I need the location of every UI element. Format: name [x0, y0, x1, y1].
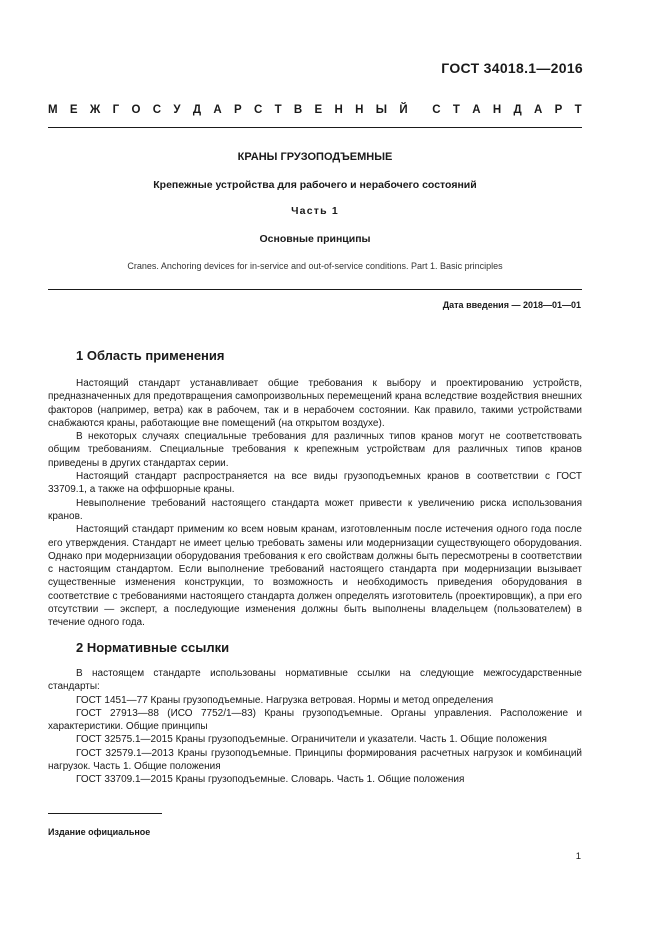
- paragraph: Настоящий стандарт устанавливает общие требования к выбору и проектированию устройств, предназначенных для предотвращения самопроизвольных перемещений крана вследствие воздействия внешних факторов (например, ветра) как в рабочем, так и в нерабочем состоянии. Как правило, такими устройствами снабжаются краны, работающие вне помещений (на открытом воздухе).: [48, 378, 582, 429]
- standard-type-letter: Д: [192, 104, 202, 116]
- section-heading-references: 2 Нормативные ссылки: [76, 640, 230, 655]
- standard-type-letter: Ы: [375, 104, 388, 116]
- reference-item: ГОСТ 32575.1—2015 Краны грузоподъемные. Ограничители и указатели. Часть 1. Общие положения: [76, 734, 547, 746]
- title-divider: [48, 289, 582, 290]
- paragraph: Невыполнение требований настоящего стандарта может привести к увеличению риска использования кранов.: [48, 497, 582, 522]
- section-heading-scope: 1 Область применения: [76, 348, 225, 363]
- standard-type-letter: Д: [513, 104, 522, 116]
- standard-type-letter: Г: [112, 104, 120, 116]
- paragraph: Настоящий стандарт распространяется на все виды грузоподъемных кранов в соответствии с ГОСТ 33709.1, а также на оффшорные краны.: [48, 471, 582, 496]
- standard-type-letter: В: [293, 104, 303, 116]
- part-title: Основные принципы: [259, 233, 371, 245]
- standard-type-letter: Е: [69, 104, 78, 116]
- paragraph: Настоящий стандарт применим ко всем новым кранам, изготовленным после истечения одного года после его утверждения. Стандарт не имеет целью требовать замены или модернизации существующего оборудования. Однако при модернизации оборудования требования к его свойствам должны быть пересмотрены в соответствии с настоящим стандартом. Если выполнение требований настоящего стандарта при модернизации вызывает существенные изменения конструкции, то возможность и необходимость приведения оборудования в соответствие с требованиями настоящего стандарта должен определять изготовитель (проектировщик), а при его отсутствии — эксперт, а последующие изменения должны быть выполнены владельцем (пользователем) в течение одного года.: [48, 524, 582, 629]
- part-label: Часть 1: [291, 205, 339, 217]
- standard-type-letter: А: [533, 104, 543, 116]
- section-body-scope: [48, 377, 582, 630]
- standard-type-letter: А: [213, 104, 222, 116]
- standard-type-letter: Н: [334, 104, 343, 116]
- standard-type-letter: Й: [399, 104, 408, 116]
- document-title: КРАНЫ ГРУЗОПОДЪЕМНЫЕ: [237, 151, 393, 163]
- document-subtitle: Крепежные устройства для рабочего и нерабочего состояний: [153, 179, 477, 191]
- standard-type-letter: Р: [233, 104, 242, 116]
- standard-type: [48, 104, 582, 116]
- standard-type-letter: Н: [355, 104, 364, 116]
- standard-type-letter: Т: [452, 104, 460, 116]
- reference-item: ГОСТ 32579.1—2013 Краны грузоподъемные. Принципы формирования расчетных нагрузок и комбинаций нагрузок. Часть 1. Общие положения: [48, 747, 582, 773]
- standard-type-letter: Ж: [89, 104, 101, 116]
- paragraph: В настоящем стандарте использованы нормативные ссылки на следующие межгосударственные стандарты:: [48, 668, 582, 693]
- standard-type-letter: С: [253, 104, 263, 116]
- header-divider: [48, 127, 582, 128]
- standard-type-letter: Н: [492, 104, 502, 116]
- standard-type-letter: Р: [554, 104, 563, 116]
- standard-type-letter: Т: [274, 104, 282, 116]
- section-body-references: [48, 667, 582, 787]
- standard-type-letter: А: [472, 104, 481, 116]
- standard-type-letter: Т: [574, 104, 582, 116]
- footer-divider: [48, 813, 162, 814]
- official-edition-label: Издание официальное: [48, 827, 151, 837]
- standard-type-letter: У: [173, 104, 181, 116]
- standard-type-letter: С: [432, 104, 441, 116]
- page-number: 1: [575, 851, 581, 862]
- paragraph: В некоторых случаях специальные требования для различных типов кранов могут не соответствовать общим требованиям. Специальные требования к крепежным устройствам для различных типов кранов приведены в других стандартах серии.: [48, 431, 582, 469]
- standard-type-letter: С: [152, 104, 162, 116]
- standard-number: ГОСТ 34018.1—2016: [441, 60, 583, 76]
- standard-type-letter: Е: [314, 104, 323, 116]
- reference-item: ГОСТ 1451—77 Краны грузоподъемные. Нагрузка ветровая. Нормы и метод определения: [76, 694, 494, 706]
- english-title: Cranes. Anchoring devices for in-service and out-of-service conditions. Part 1. Basic principles: [127, 261, 503, 271]
- standard-type-letter: М: [48, 104, 58, 116]
- reference-item: ГОСТ 33709.1—2015 Краны грузоподъемные. Словарь. Часть 1. Общие положения: [76, 774, 465, 786]
- standard-type-letter: О: [131, 104, 141, 116]
- introduction-date: Дата введения — 2018—01—01: [442, 300, 581, 310]
- reference-item: ГОСТ 27913—88 (ИСО 7752/1—83) Краны грузоподъемные. Органы управления. Расположение и характеристики. Общие принципы: [48, 707, 582, 733]
